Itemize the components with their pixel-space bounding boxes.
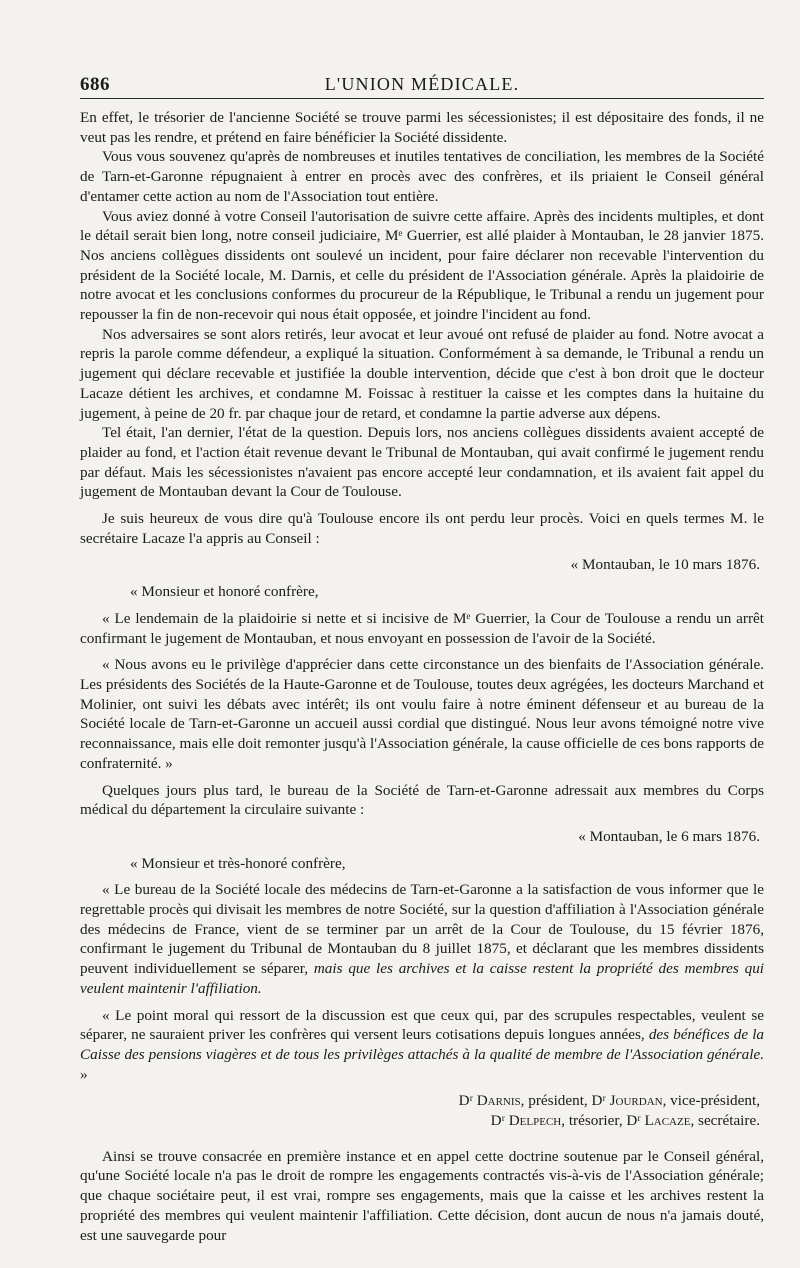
paragraph-4: Nos adversaires se sont alors retirés, leur avocat et leur avoué ont refusé de plaider au fond. Notre avocat a repris la parole comme défendeur, a expliqué la situation. Conformément à sa demande, le Tribunal a rendu un jugement qui déclare recevable et justifiée la double intervention, décide que c'est à bon droit que le docteur Lacaze détient les archives, et condamne M. Foissac à restituer la caisse et les comptes dans la huitaine du jugement, à peine de 20 fr. par chaque jour de retard, et condamne la partie adverse aux dépens. [80, 325, 764, 422]
page-header [80, 70, 764, 99]
transition-paragraph: Quelques jours plus tard, le bureau de la Société de Tarn-et-Garonne adressait aux membres du Corps médical du département la circulaire suivante : [80, 781, 764, 819]
signature-line-2 [80, 1111, 764, 1131]
signature-name-jourdan: Jourdan [609, 1092, 663, 1110]
letter2-p2-italic: des bénéfices de la Caisse des pensions viagères et de tous les privilèges attachés à la qualité de membre de l'Association générale. [80, 1026, 765, 1063]
signature-name-delpech: Delpech [508, 1112, 562, 1130]
signature-role-2: , vice-président, [662, 1092, 760, 1110]
letter2-dateline: « Montauban, le 6 mars 1876. [578, 827, 760, 845]
signature-prefix: Dʳ [458, 1092, 473, 1110]
signature-name-lacaze: Lacaze [644, 1112, 691, 1130]
signature-prefix: Dʳ [490, 1112, 505, 1130]
article-body [80, 108, 764, 1245]
paragraph-6: Je suis heureux de vous dire qu'à Toulouse encore ils ont perdu leur procès. Voici en quels termes M. le secrétaire Lacaze l'a appris au Conseil : [80, 510, 764, 547]
signature-line-1 [80, 1091, 764, 1111]
signature-name-darnis: Darnis [476, 1092, 521, 1110]
letter2-paragraph-1 [80, 880, 764, 998]
signature-role-4: , secrétaire. [690, 1112, 760, 1130]
letter2-p1-italic: mais que les archives et la caisse restent la propriété des membres qui veulent maintenir l'affiliation. [80, 960, 765, 997]
letter2-p2-end: » [80, 1065, 88, 1083]
closing-paragraph: Ainsi se trouve consacrée en première instance et en appel cette doctrine soutenue par le Conseil général, qu'une Société locale n'a pas le droit de rompre les engagements contractés vis-à-vis de l'Association générale; que chaque sociétaire peut, il est vrai, rompre ses engagements, mais que la caisse et les archives restent la propriété des membres qui veulent maintenir l'affiliation. Cette décision, dont aucun de nous n'a jamais douté, est une sauvegarde pour [80, 1147, 764, 1244]
letter1-salutation: « Monsieur et honoré confrère, [130, 583, 319, 601]
page-number: 686 [80, 74, 110, 95]
paragraph-5: Tel était, l'an dernier, l'état de la question. Depuis lors, nos anciens collègues dissidents avaient accepté de plaider au fond, et l'action était revenue devant le Tribunal de Montauban, qui avait confirmé le jugement rendu par défaut. Mais les sécessionistes n'avaient pas encore accepté leur condamnation, et ils avaient fait appel du jugement de Montauban devant la Cour de Toulouse. [80, 424, 764, 501]
paragraph-3: Vous aviez donné à votre Conseil l'autorisation de suivre cette affaire. Après des incidents multiples, et dont le détail serait bien long, notre conseil judiciaire, Mᵉ Guerrier, est allé plaider à Montauban, le 28 janvier 1875. Nos anciens collègues dissidents ont soulevé un incident, pour faire déclarer non recevable l'intervention du président de la Société locale, M. Darnis, et celle du président de l'Association générale. Après la plaidoirie de notre avocat et les conclusions conformes du procureur de la République, le Tribunal a rendu un jugement pour repousser la fin de non-recevoir qui nous était opposée, et joindre l'incident au fond. [80, 207, 764, 324]
signature-role-1: , président, Dʳ [520, 1092, 606, 1110]
letter2-paragraph-2 [80, 1006, 764, 1085]
letter1-paragraph-1: « Le lendemain de la plaidoirie si nette et si incisive de Mᵉ Guerrier, la Cour de Toulouse a rendu un arrêt confirmant le jugement de Montauban, et nous envoyant en possession de l'avoir de la Société. [80, 609, 764, 647]
running-title: L'UNION MÉDICALE. [324, 74, 520, 94]
letter1-paragraph-2: « Nous avons eu le privilège d'apprécier dans cette circonstance un des bienfaits de l'Association générale. Les présidents des Sociétés de la Haute-Garonne et de Toulouse, toutes deux agrégées, les docteurs Marchand et Molinier, ont suivi les débats avec intérêt; ils ont voulu faire à notre éminent défenseur et au bureau de la Société locale de Tarn-et-Garonne un accueil aussi cordial que distingué. Nous leur avons témoigné notre vive reconnaissance, mais elle doit remonter jusqu'à l'Association générale, la cause officielle de ces bons rapports de confraternité. » [80, 656, 764, 772]
letter2-p2-text: « Le point moral qui ressort de la discussion est que ceux qui, par des scrupules respectables, veulent se séparer, ne sauraient priver les confrères qui versent leurs cotisations depuis longues années, [80, 1006, 764, 1044]
paragraph-1: En effet, le trésorier de l'ancienne Société se trouve parmi les sécessionistes; il est dépositaire des fonds, il ne veut pas les rendre, et prétend en faire bénéficier la Société dissidente. [80, 109, 764, 146]
letter1-dateline: « Montauban, le 10 mars 1876. [570, 556, 760, 574]
letter2-p1-text: « Le bureau de la Société locale des médecins de Tarn-et-Garonne a la satisfaction de vous informer que le regrettable procès qui divisait les membres de notre Société, sur la question d'affiliation à l'Association générale des médecins de France, vient de se terminer par un arrêt de la Cour de Toulouse, du 15 février 1876, confirmant le jugement du Tribunal de Montauban du 8 juillet 1875, et déclarant que les membres dissidents peuvent individuellement se séparer, [80, 881, 764, 978]
paragraph-2: Vous vous souvenez qu'après de nombreuses et inutiles tentatives de conciliation, les membres de la Société de Tarn-et-Garonne répugnaient à entrer en procès avec des confrères, et ils priaient le Conseil général d'entamer cette action au nom de l'Association tout entière. [80, 148, 764, 205]
signature-role-3: , trésorier, Dʳ [561, 1112, 641, 1130]
letter2-salutation: « Monsieur et très-honoré confrère, [130, 854, 346, 872]
